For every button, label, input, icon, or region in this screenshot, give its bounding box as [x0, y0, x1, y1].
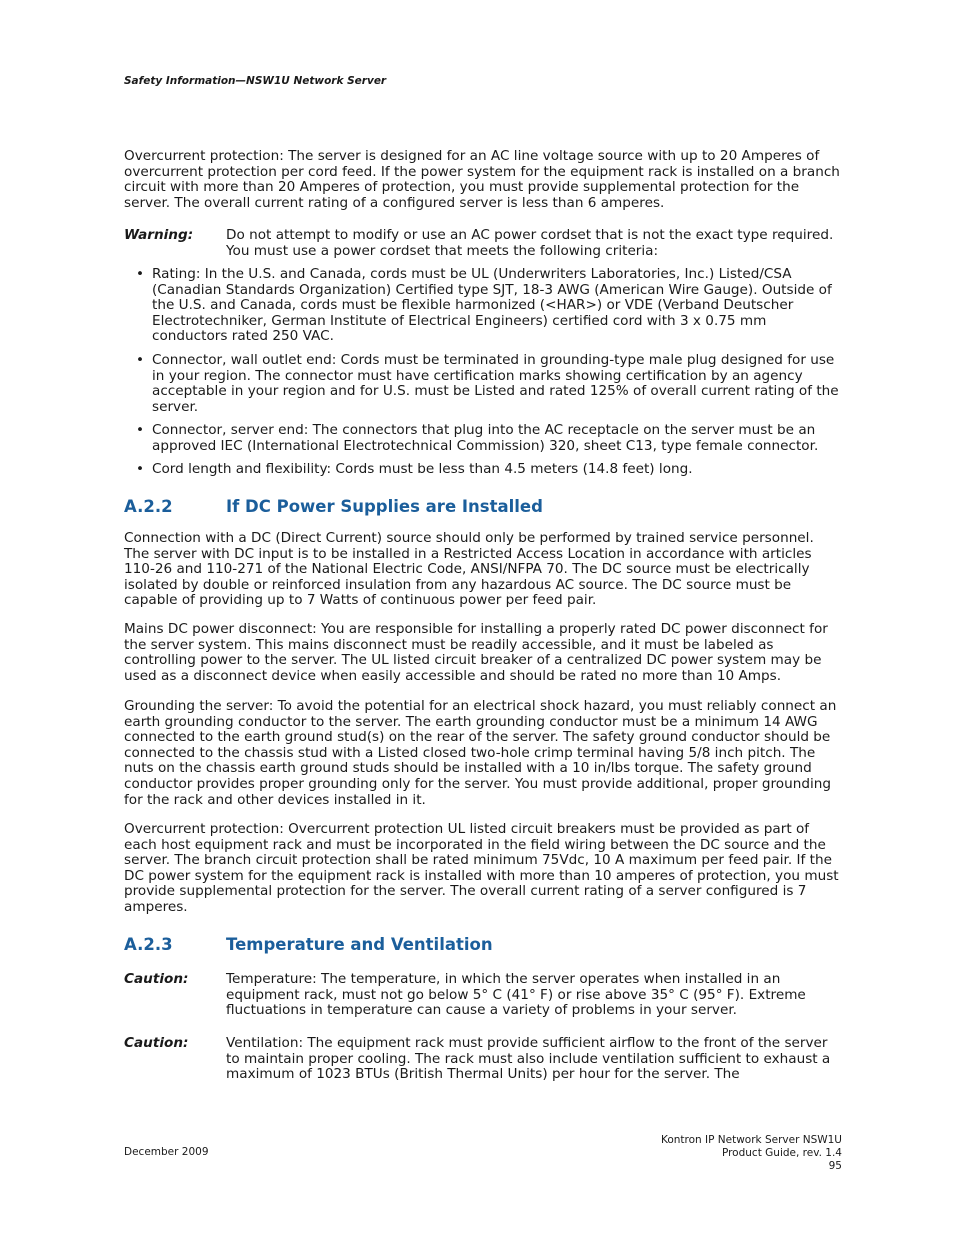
bullet-marker: • — [136, 352, 145, 368]
bullet-marker: • — [136, 266, 145, 282]
caution-label: Caution: — [124, 971, 189, 987]
criteria-wall-outlet: Connector, wall outlet end: Cords must be terminated in grounding-type male plug designed for use in your region. The connector must have certification marks showing certification by an agency acceptable in your region and for U.S. must be Listed and rated 125% of overall current rating of the server. — [152, 352, 839, 415]
bullet-marker: • — [136, 422, 145, 438]
footer-product-info — [661, 1134, 842, 1173]
dc-overcurrent-paragraph: Overcurrent protection: Overcurrent protection UL listed circuit breakers must be provided as part of each host equipment rack and must be incorporated in the field wiring between the DC source and the server. The branch circuit protection shall be rated minimum 75Vdc, 10 A maximum per feed pair. If the DC power system for the equipment rack is installed with more than 10 amperes of protection, you must provide supplemental protection for the server. The overall current rating of a server configured is 7 amperes. — [124, 821, 839, 915]
section-title: Temperature and Ventilation — [226, 935, 493, 954]
criteria-server-end: Connector, server end: The connectors that plug into the AC receptacle on the server must be an approved IEC (International Electrotechnical Commission) 320, sheet C13, type female connector. — [152, 422, 819, 454]
dc-connection-paragraph: Connection with a DC (Direct Current) source should only be performed by trained service personnel. The server with DC input is to be installed in a Restricted Access Location in accordance with articles 110-26 and 110-271 of the National Electric Code, ANSI/NFPA 70. The DC source must be electrically isolated by double or reinforced insulation from any hazardous AC source. The DC source must be capable of providing up to 7 Watts of continuous power per feed pair. — [124, 530, 814, 609]
overcurrent-ac-paragraph: Overcurrent protection: The server is designed for an AC line voltage source with up to 20 Amperes of overcurrent protection per cord feed. If the power system for the equipment rack is installed on a branch circuit with more than 20 Amperes of protection, you must provide supplemental protection for the server. The overall current rating of a configured server is less than 6 amperes. — [124, 148, 840, 211]
running-header: Safety Information—NSW1U Network Server — [124, 75, 387, 87]
caution-label: Caution: — [124, 1035, 189, 1051]
dc-disconnect-paragraph: Mains DC power disconnect: You are responsible for installing a properly rated DC power disconnect for the server system. This mains disconnect must be readily accessible, and it must be labeled as controlling power to the server. The UL listed circuit breaker of a centralized DC power system may be used as a disconnect device when easily accessible and should be rated no more than 10 Amps. — [124, 621, 828, 684]
criteria-rating: Rating: In the U.S. and Canada, cords must be UL (Underwriters Laboratories, Inc.) Listed/CSA (Canadian Standards Organization) Certified type SJT, 18-3 AWG (American Wire Gauge). Outside of the U.S. and Canada, cords must be flexible harmonized (<HAR>) or VDE (Verband Deutscher Electrotechniker, German Institute of Electrical Engineers) certified cord with 3 x 0.75 mm conductors rated 250 VAC. — [152, 266, 832, 345]
caution-text: Temperature: The temperature, in which the server operates when installed in an equipment rack, must not go below 5° C (41° F) or rise above 35° C (95° F). Extreme fluctuations in temperature can cause a variety of problems in your server. — [226, 971, 806, 1019]
criteria-cord-length: Cord length and flexibility: Cords must be less than 4.5 meters (14.8 feet) long. — [152, 461, 693, 477]
warning-text: Do not attempt to modify or use an AC power cordset that is not the exact type required. You must use a power cordset that meets the following criteria: — [226, 227, 834, 259]
page-number: 95 — [828, 1160, 842, 1172]
footer-date: December 2009 — [124, 1146, 209, 1158]
grounding-paragraph: Grounding the server: To avoid the potential for an electrical shock hazard, you must reliably connect an earth grounding conductor to the server. The earth grounding conductor must be a minimum 14 AWG connected to the earth ground stud(s) on the rear of the server. The safety ground conductor should be connected to the chassis stud with a Listed closed two-hole crimp terminal having 5/8 inch pitch. The nuts on the chassis earth ground studs should be installed with a 10 in/lbs torque. The safety ground conductor provides proper grounding only for the server. You must provide additional, proper grounding for the rack and other devices installed in it. — [124, 698, 837, 808]
section-number: A.2.2 — [124, 497, 173, 516]
section-number: A.2.3 — [124, 935, 173, 954]
bullet-marker: • — [136, 461, 145, 477]
document-page — [124, 0, 842, 1235]
footer-guide-revision: Product Guide, rev. 1.4 — [721, 1147, 842, 1159]
section-title: If DC Power Supplies are Installed — [226, 497, 543, 516]
caution-text: Ventilation: The equipment rack must provide sufficient airflow to the front of the server to maintain proper cooling. The rack must also include ventilation sufficient to exhaust a maximum of 1023 BTUs (British Thermal Units) per hour for the server. The — [226, 1035, 831, 1083]
footer-product-line: Kontron IP Network Server NSW1U — [660, 1134, 842, 1146]
warning-label: Warning: — [124, 227, 194, 243]
